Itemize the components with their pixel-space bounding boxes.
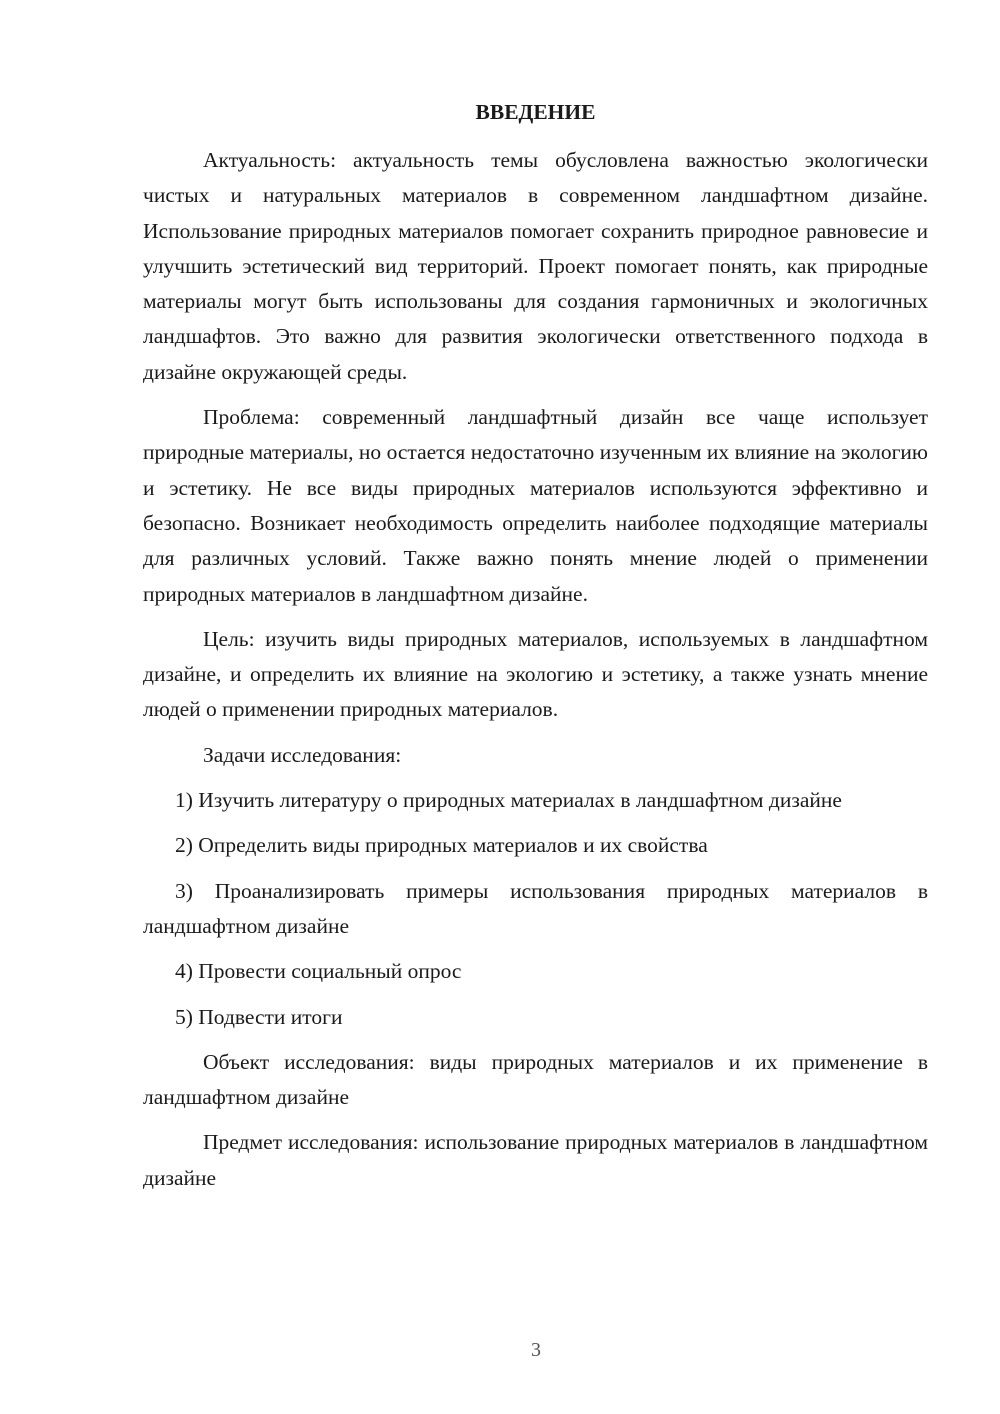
page-number: 3 bbox=[531, 1339, 541, 1361]
problem-paragraph: Проблема: современный ландшафтный дизайн все чаще использует природные материалы, но остается недостаточно изученным их влияние на экологию и эстетику. Не все виды природных материалов используются эффективно и безопасно. Возникает необходимость определить наиболее подходящие материалы для различных условий. Также важно понять мнение людей о применении природных материалов в ландшафтном дизайне. bbox=[143, 405, 928, 606]
goal-paragraph: Цель: изучить виды природных материалов, используемых в ландшафтном дизайне, и определить их влияние на экологию и эстетику, а также узнать мнение людей о применении природных материалов. bbox=[143, 626, 928, 722]
relevance-paragraph: Актуальность: актуальность темы обусловлена важностью экологически чистых и натуральных материалов в современном ландшафтном дизайне. Использование природных материалов помогает сохранить природное равновесие и улучшить эстетический вид территорий. Проект помогает понять, как природные материалы могут быть использованы для создания гармоничных и экологичных ландшафтов. Это важно для развития экологически ответственного подхода в дизайне окружающей среды. bbox=[143, 148, 928, 384]
tasks-heading: Задачи исследования: bbox=[203, 742, 402, 767]
task-item-5: 5) Подвести итоги bbox=[175, 1004, 343, 1029]
object-paragraph: Объект исследования: виды природных материалов и их применение в ландшафтном дизайне bbox=[143, 1049, 928, 1110]
page-title: ВВЕДЕНИЕ bbox=[475, 100, 596, 124]
subject-paragraph: Предмет исследования: использование природных материалов в ландшафтном дизайне bbox=[143, 1130, 928, 1190]
task-item-1: 1) Изучить литературу о природных материалах в ландшафтном дизайне bbox=[175, 788, 842, 813]
tasks-list bbox=[143, 783, 928, 1035]
page-content bbox=[143, 95, 928, 1206]
task-item-4: 4) Провести социальный опрос bbox=[175, 959, 462, 984]
task-item-2: 2) Определить виды природных материалов и их свойства bbox=[175, 833, 708, 858]
task-item-3: 3) Проанализировать примеры использования природных материалов в ландшафтном дизайне bbox=[143, 878, 928, 938]
